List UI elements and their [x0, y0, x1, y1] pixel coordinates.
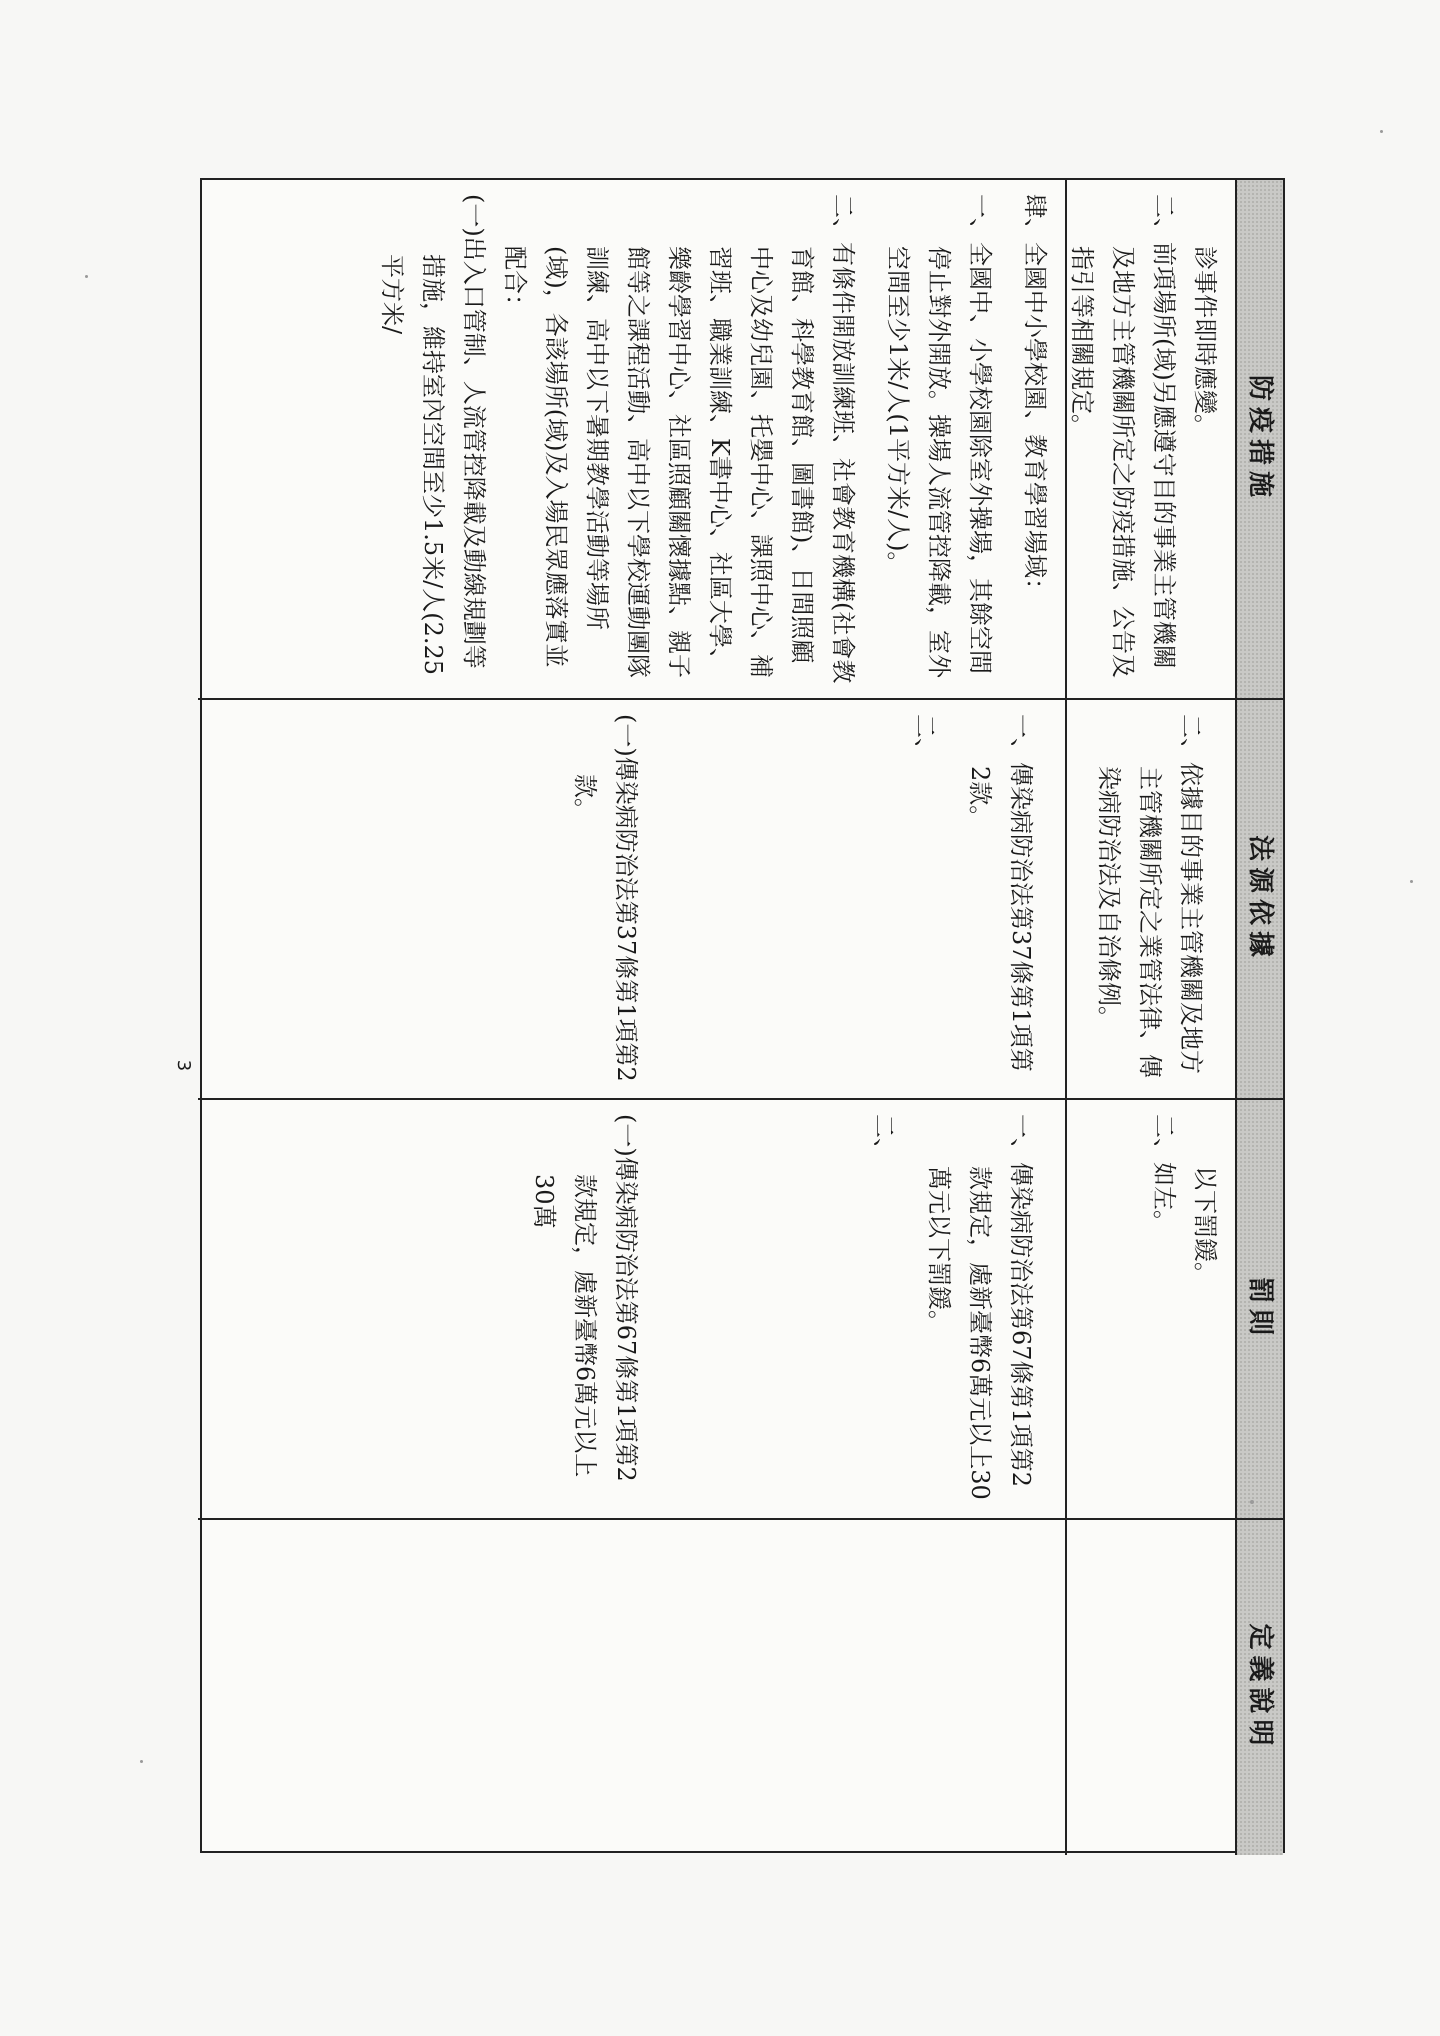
scan-speck	[1410, 880, 1413, 883]
row1-legal-line: 二、依據目的事業主管機關及地方主管機關所定之業管法律、傳染病防治法及自治條例。	[1095, 714, 1205, 1078]
header-measures: 防疫措施	[1235, 180, 1283, 700]
row2-penalty-cell	[198, 1100, 1065, 1520]
row1-penalty-line: 二、如左。	[1150, 1114, 1178, 1234]
row1-penalty-line: 以下罰鍰。	[1191, 1166, 1219, 1286]
page-number: 3	[173, 1059, 195, 1072]
scan-speck	[1250, 1500, 1254, 1504]
row1-penalty-cell	[1065, 1100, 1235, 1520]
row2-measures-cell	[198, 180, 1065, 700]
row2-measures-item: 二、有條件開放訓練班、社會教育機構(社會教育館、科學教育館、圖書館)、日間照顧中心及幼兒園、托嬰中心、課照中心、補習班、職業訓練、K書中心、社區大學、樂齡學習中心、社區照顧關懷據點、親子館等之課程活動、高中以下學校運動團隊訓練、高中以下暑期教學活動等場所(域)，各該場所(域)及入場民眾應落實並配合：	[501, 194, 857, 684]
row2-legal-subitem: (一)傳染病防治法第37條第1項第2款。	[571, 714, 640, 1082]
row2-measures-item: 一、全國中、小學校園除室外操場，其餘空間停止對外開放。操場人流管控降載，室外空間至少1米/人(1平方米/人)。	[884, 194, 994, 678]
row2-legal-item: 二、	[911, 714, 939, 762]
row1-definition-cell	[1065, 1520, 1235, 1855]
row2-definition-cell	[198, 1520, 1065, 1855]
row2-penalty-item: 一、傳染病防治法第67條第1項第2款規定，處新臺幣6萬元以上30萬元以下罰鍰。	[925, 1114, 1035, 1500]
row2-measures-heading: 肆、全國中小學校園、教育學習場域：	[1021, 194, 1049, 602]
row2-penalty-item: 二、	[870, 1114, 898, 1162]
regulation-table	[200, 178, 1285, 1853]
header-legal-basis: 法源依據	[1235, 700, 1283, 1100]
row1-legal-cell	[1065, 700, 1235, 1100]
scan-speck	[85, 275, 88, 278]
row1-measures-line: 二、前項場所(域)另應遵守目的事業主管機關及地方主管機關所定之防疫措施、公告及指引等相關規定。	[1068, 194, 1178, 678]
scan-speck	[1380, 130, 1383, 133]
header-penalty: 罰則	[1235, 1100, 1283, 1520]
row2-measures-subitem: (一)出入口管制、人流管控降載及動線規劃等措施，維持室內空間至少1.5米/人(2.25平方米/	[378, 194, 488, 676]
row1-measures-line: 診事件即時應變。	[1191, 246, 1219, 438]
row1-measures-cell	[1065, 180, 1235, 700]
header-definition: 定義說明	[1235, 1520, 1283, 1855]
row2-penalty-subitem: (一)傳染病防治法第67條第1項第2款規定，處新臺幣6萬元以上30萬	[530, 1114, 640, 1482]
row2-legal-item: 一、傳染病防治法第37條第1項第2款。	[966, 714, 1035, 1072]
scan-speck	[140, 1760, 143, 1763]
row2-legal-cell	[198, 700, 1065, 1100]
